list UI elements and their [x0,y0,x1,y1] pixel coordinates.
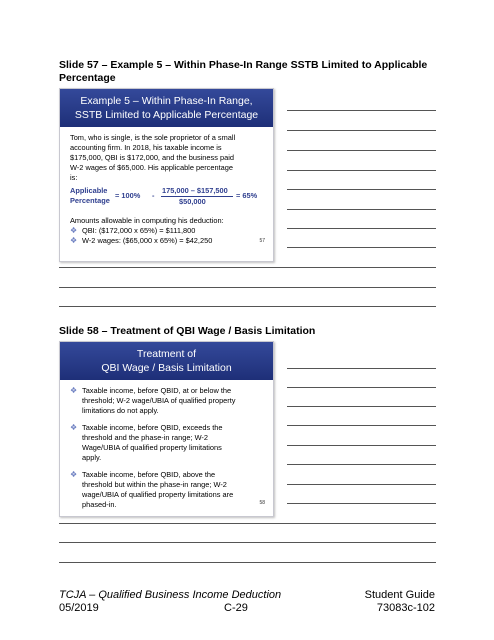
note-line [287,445,436,446]
slide-57-heading-line2: Percentage [59,72,116,84]
slide-57-heading [59,59,439,85]
note-line [287,189,436,190]
bullet-line: phased-in. [82,500,117,509]
list-item [70,226,263,236]
footer-course-code: 73083c-102 [376,602,435,614]
slide-58-heading: Slide 58 – Treatment of QBI Wage / Basis Limitation [59,325,316,337]
bullet-line: apply. [82,453,102,462]
slide-57-title-line1: Example 5 – Within Phase-In Range, [80,95,253,107]
note-line [287,170,436,171]
note-line [287,247,436,248]
slide-58-body [60,380,273,510]
formula-result: = 65% [236,191,258,200]
note-line [287,130,436,131]
slide-58-title-line2: QBI Wage / Basis Limitation [101,362,232,374]
scenario-line: W-2 wages of $65,000. His applicable percentage [70,163,233,172]
note-line [287,484,436,485]
note-line [59,287,436,288]
footer-date: 05/2019 [59,602,99,614]
bullet-line: Taxable income, before QBID, at or below the [82,386,232,395]
bullet-line: Taxable income, before QBID, exceeds the [82,423,223,432]
diamond-bullet-icon: ❖ [70,226,78,235]
formula-label-line1: Applicable [70,186,108,195]
slide-58-title-line1: Treatment of [136,348,197,360]
bullet-line: threshold; W-2 wage/UBIA of qualified property [82,396,236,405]
slide-58-title-bar [60,342,273,380]
note-line [59,562,436,563]
slide-number: 58 [259,500,265,506]
scenario-line: $175,000, QBI is $172,000, and the business paid [70,153,234,162]
slide-57-title-line2: SSTB Limited to Applicable Percentage [74,109,259,121]
note-line [59,542,436,543]
note-line [59,267,436,268]
note-line [287,228,436,229]
note-line [287,110,436,111]
scenario-line: accounting firm. In 2018, his taxable income is [70,143,222,152]
footer-course-title: TCJA – Qualified Business Income Deduction [59,589,282,601]
formula-label-line2: Percentage [70,196,110,205]
note-line [287,425,436,426]
slide-number: 57 [259,238,265,244]
list-item [70,236,263,246]
note-line [59,306,436,307]
bullet-line: Wage/UBIA of qualified property limitations [82,443,222,452]
slide-57-thumbnail [59,88,274,262]
bullet-line: limitations do not apply. [82,406,159,415]
footer-page-number: C-29 [224,602,248,614]
note-line [59,523,436,524]
bullet-text: QBI: ($172,000 x 65%) = $111,800 [82,226,196,235]
formula-denominator: $50,000 [179,197,206,206]
slide-57-body [60,127,273,246]
footer-guide-label: Student Guide [364,589,435,601]
list-item [70,470,263,510]
note-line [287,503,436,504]
diamond-bullet-icon: ❖ [70,386,78,395]
slide-58-thumbnail [59,341,274,517]
note-line [287,150,436,151]
note-line [287,368,436,369]
slide-57-scenario [70,133,263,183]
note-line [287,209,436,210]
slide-57-title-bar [60,89,273,127]
list-item [70,386,263,416]
bullet-line: Taxable income, before QBID, above the [82,470,216,479]
formula-numerator: 175,000 – $157,500 [162,186,228,195]
bullet-line: threshold but within the phase-in range; W-2 [82,480,227,489]
diamond-bullet-icon: ❖ [70,236,78,245]
bullet-line: wage/UBIA of qualified property limitations are [82,490,234,499]
slide-57-heading-line1: Slide 57 – Example 5 – Within Phase-In Range SSTB Limited to Applicable [59,59,428,71]
diamond-bullet-icon: ❖ [70,423,78,432]
amounts-intro: Amounts allowable in computing his deduction: [70,216,224,225]
formula-minus: - [152,191,155,200]
formula-equals: = 100% [115,191,141,200]
list-item [70,423,263,463]
applicable-percentage-formula [70,186,263,213]
note-line [287,387,436,388]
note-line [287,406,436,407]
scenario-line: is: [70,173,78,182]
bullet-line: threshold and the phase-in range; W-2 [82,433,208,442]
diamond-bullet-icon: ❖ [70,470,78,479]
scenario-line: Tom, who is single, is the sole proprietor of a small [70,133,236,142]
note-line [287,464,436,465]
bullet-text: W-2 wages: ($65,000 x 65%) = $42,250 [82,236,213,245]
